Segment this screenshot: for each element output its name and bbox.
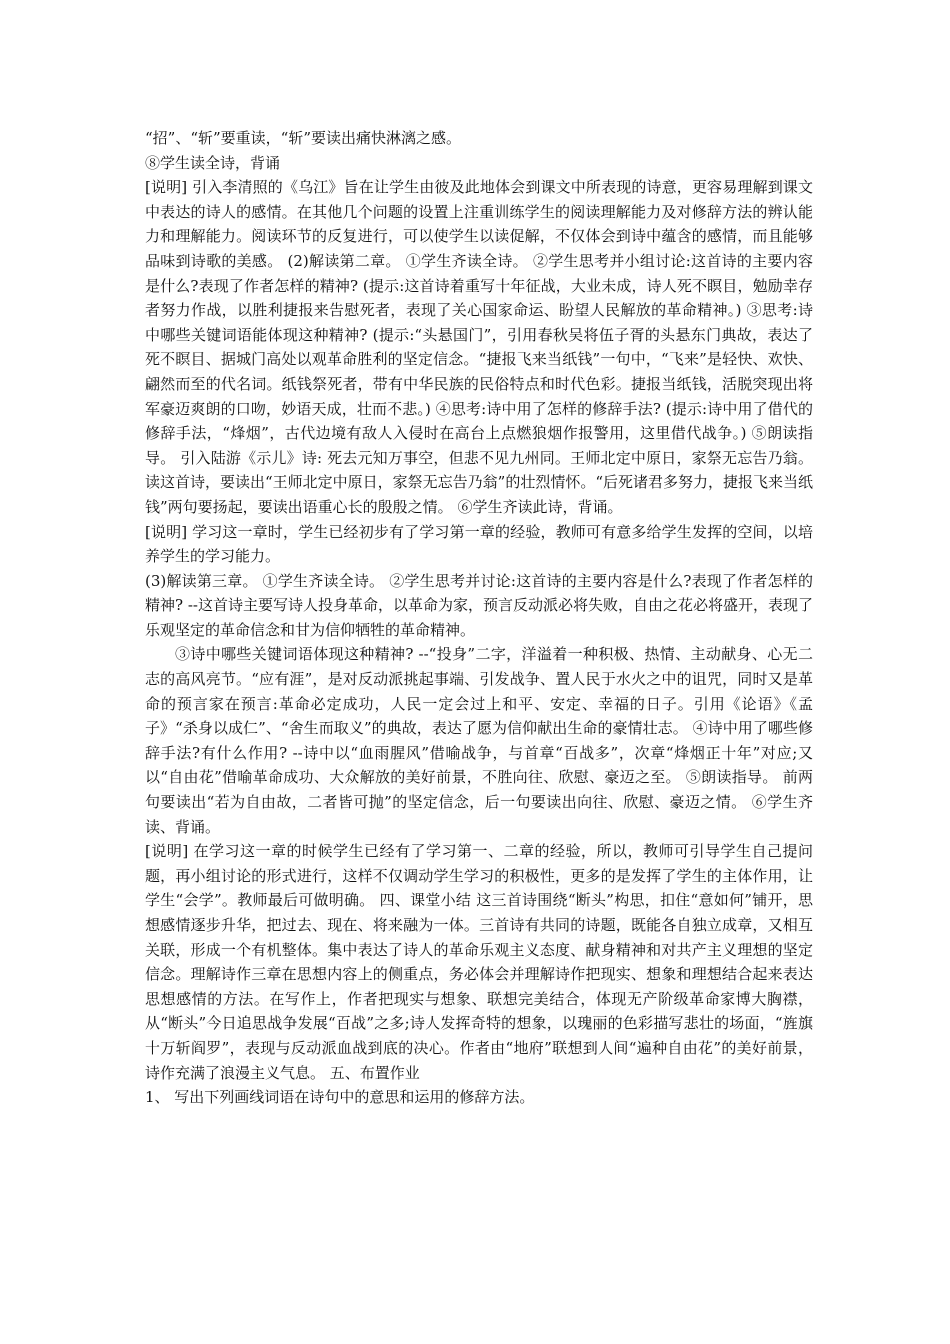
paragraph-reading-note: “招”、“斩”要重读，“斩”要读出痛快淋漓之感。 xyxy=(145,129,462,147)
paragraph-homework-item-1: 1、 写出下列画线词语在诗句中的意思和运用的修辞方法。 xyxy=(145,1088,535,1107)
paragraph-explanation-chapter-1: [说明] 引入李清照的《乌江》旨在让学生由彼及此地体会到课文中所表现的诗意，更容易理解到课文中表达的诗人的感情。在其他几个问题的设置上注重训练学生的阅读理解能力及对修辞方法的辨认能力和理解能力。阅读环节的反复进行，可以使学生以读促解，不仅体会到诗中蕴含的感情，而且能够品味到诗歌的美感。 (2)解读第二章。 ①学生齐读全诗。 ②学生思考并小组讨论:这首诗的主要内容是什么?表现了作者怎样的精神? (提示:这首诗着重写十年征战，大业未成，诗人死不瞑目，勉励幸存者努力作战，以胜利捷报来告慰死者，表现了关心国家命运、盼望人民解放的革命精神。) ③思考:诗中哪些关键词语能体现这种精神? (提示:“头悬国门”，引用春秋吴将伍子胥的头悬东门典故，表达了死不瞑目、据城门高处以观革命胜利的坚定信念。“捷报飞来当纸钱”一句中，“飞来”是轻快、欢快、翩然而至的代名词。纸钱祭死者，带有中华民族的民俗特点和时代色彩。捷报当纸钱，活脱突现出将军豪迈爽朗的口吻，妙语天成，壮而不悲。) ④思考:诗中用了怎样的修辞手法? (提示:诗中用了借代的修辞手法，“烽烟”，古代边境有敌人入侵时在高台上点燃狼烟作报警用，这里借代战争。) ⑤朗读指导。 引入陆游《示儿》诗: 死去元知万事空，但悲不见九州同。王师北定中原日，家祭无忘告乃翁。 读这首诗，要读出“王师北定中原日，家祭无忘告乃翁”的壮烈情怀。“后死诸君多努力，捷报飞来当纸钱”两句要扬起，要读出语重心长的殷殷之情。 ⑥学生齐读此诗，背诵。 xyxy=(145,178,814,516)
paragraph-chapter-3: (3)解读第三章。 ①学生齐读全诗。 ②学生思考并讨论:这首诗的主要内容是什么?表现了作者怎样的精神? --这首诗主要写诗人投身革命，以革命为家，预言反动派必将失败，自由之花必将盛开，表现了乐观坚定的革命信念和甘为信仰牺牲的革命精神。 xyxy=(145,571,813,639)
paragraph-explanation-chapter-2: [说明] 学习这一章时，学生已经初步有了学习第一章的经验，教师可有意多给学生发挥的空间，以培养学生的学习能力。 xyxy=(145,522,813,566)
paragraph-chapter-3-analysis: ③诗中哪些关键词语体现这种精神? --“投身”二字，洋溢着一种积极、热情、主动献身、心无二志的高风亮节。“应有涯”，是对反动派挑起事端、引发战争、置人民于水火之中的诅咒，同时又是革命的预言家在预言:革命必定成功，人民一定会过上和平、安定、幸福的日子。引用《论语》《孟子》“杀身以成仁”、“舍生而取义”的典故，表达了愿为信仰献出生命的豪情壮志。 ④诗中用了哪些修辞手法?有什么作用? --诗中以“血雨腥风”借喻战争，与首章“百战多”，次章“烽烟正十年”对应;又以“自由花”借喻革命成功、大众解放的美好前景，不胜向往、欣慰、豪迈之至。 ⑤朗读指导。 前两句要读出“若为自由故，二者皆可抛”的坚定信念，后一句要读出向往、欣慰、豪迈之情。 ⑥学生齐读、背诵。 xyxy=(145,645,813,836)
paragraph-summary: [说明] 在学习这一章的时候学生已经有了学习第一、二章的经验，所以，教师可引导学生自己提问题，再小组讨论的形式进行，这样不仅调动学生学习的积极性，更多的是发挥了学生的主体作用，让学生“会学”。教师最后可做明确。 四、课堂小结 这三首诗围绕“断头”构思，扣住“意如何”铺开，思想感情逐步升华，把过去、现在、将来融为一体。三首诗有共同的诗题，既能各自独立成章，又相互关联，形成一个有机整体。集中表达了诗人的革命乐观主义态度、献身精神和对共产主义理想的坚定信念。理解诗作三章在思想内容上的侧重点，务必体会并理解诗作把现实、想象和理想结合起来表达思想感情的方法。在写作上，作者把现实与想象、联想完美结合，体现无产阶级革命家博大胸襟，从“断头”今日追思战争发展“百战”之多;诗人发挥奇特的想象，以瑰丽的色彩描写悲壮的场面，“旌旗十万斩阎罗”，表现与反动派血战到底的决心。作者由“地府”联想到人间“遍种自由花”的美好前景，诗作充满了浪漫主义气息。 五、布置作业 xyxy=(145,842,813,1082)
document-body xyxy=(145,126,813,1110)
paragraph-step-8: ⑧学生读全诗，背诵 xyxy=(145,153,281,172)
